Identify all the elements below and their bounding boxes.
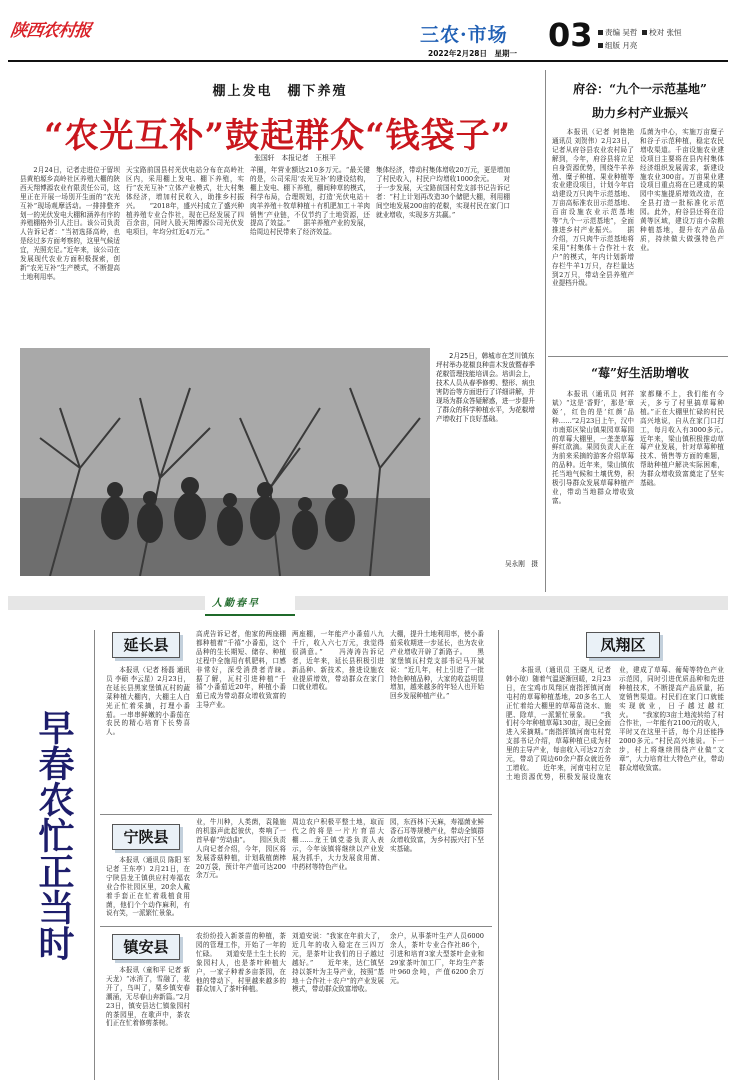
zhenan-title: 镇安县 — [112, 934, 180, 960]
feature-vertical-title: 早春农忙正当时 — [33, 709, 75, 961]
lead-column-4: 集体经济，带动村集体增收20万元，更是增加了村民收入，村民户均增收1000余元。 对于一步发展，天宝路前国村党支部书记告诉记者：“村上计划再改造30个储肥大棚，利用棚间空地发展200亩的花椒，实现村民在家门口就业增收，实现多方共赢。” — [376, 166, 510, 219]
section-divider — [100, 926, 492, 927]
ningshan-column-2: 业，牛川种，人类菌，袁隆施的机器声此起彼伏，奏响了一首早春“劳动曲”。 园区负责人向记者介绍，今年，园区将发展香菇种植，计划栽植菌棒20万袋，预计年产值可达200余万元。 — [196, 818, 286, 880]
yanchang-title: 延长县 — [112, 632, 180, 658]
zhenan-column-3: 刘道安说：“我家在年前大了，近几年的收入稳定在三四万元，是茶叶让我们的日子越过越好。” 近年来，达仁镇坚持以茶叶为主导产业，按照“基地＋合作社＋农户”的产业发展模式，带动群众致富增收。 — [292, 932, 384, 994]
ningshan-column-4: 园，东西林下天麻，寿福菌业鲜香石耳等规模产业，带动全镇群众增收致富，为乡村振兴打下坚实基础。 — [390, 818, 484, 853]
section-divider — [548, 356, 728, 357]
yanchang-column-3: 两座棚，一年能产小番茄八九千斤，收入六七万元，我觉得很满意。” 冯涛涛告诉记者，近年来，延长县积极引进新品种、新技术，推进设施农业提质增效，带动群众在家门口就业增收。 — [292, 630, 384, 692]
fengxiang-title: 凤翔区 — [586, 632, 660, 658]
ningshan-column-1: 本报讯（通讯员 陈阳 军 记者 王东亭）2月21日，在宁陕县龙王镇供应村寿福农业合作社园区里，20余人戴着手套正在忙着栽植食用菌，他们个个动作麻利，有说有笑，一派繁忙景象。 — [106, 856, 190, 918]
zhenan-column-4: 余户，从事茶叶生产人员6000余人，茶叶专业合作社86个，引进和培育3家大型茶叶企业和29家茶叶加工厂，年均生产茶叶960余吨，产值6200余万元。 — [390, 932, 484, 985]
yanchang-column-1: 本报讯（记者 杨磊 通讯员 李硕 李云星）2月23日，在延长县黑家堡镇瓦村的蔬菜种植大棚内，大棚主人白光正忙着采摘，打理小番茄。一串串鲜嫩的小番茄在农民的精心培育下长势喜人。 — [106, 666, 190, 737]
staff-entry: 组版 月亮 — [598, 41, 637, 50]
column-divider — [498, 630, 499, 1080]
zhenan-column-1: 本报讯（童和平 记者 新天龙）“冰消了，雪融了，花开了，鸟叫了，栗乡镇安春潮涌，无尽春山奔新篇。”2月23日，镇安县达仁镇象园村的茶园里，在歌声中，茶农们正在忙着修剪茶树。 — [106, 966, 190, 1028]
right-column-1: 本报讯（记者 何艳艳 通讯员 刘贺伟）2月23日，记者从府谷县农业农村局了解到，今年，府谷县将立足自身资源优势，围绕牛羊养殖、糜子种植、果业种植等农业建设项目，计划今年启动建设万只肉牛示范基地、万亩高标准农田示范基地、百亩设施农业示范基地等“九个一示范基地”，全面推进乡村产业振兴。 据介绍，万只肉牛示范基地将采用“村集体＋合作社＋农户”的模式，年内计划新增存栏牛羊1万只，存栏量达到2万只，带动全县养殖产业提档升级。 — [552, 128, 634, 288]
lead-column-3: 羊圈，年营业额达210多万元。“最关键的是，公司采用‘农光互补’的建设结构，棚上发电、棚下养殖，棚间种草的模式，科学布局，合理规划，打造‘光伏电站＋肉羊养殖＋牧草种植＋有机肥加工＋羊肉销售’产业链，不仅节约了土地资源，还提高了效益。” 据羊养殖产业的发展，给周边村民带来了经济效益。 — [250, 166, 370, 237]
orchard-scene-icon — [20, 348, 430, 576]
strawberry-column-2: 家都赚不上，我们能有今天，多亏了村里搞草莓种植。”正在大棚里忙碌的村民高兴地说，自从在家门口打工，每月收入有3000多元。 近年来，梁山镇积极推动草莓产业发展，针对草莓种植技术、销售等方面的难题，帮助种植户解决实际困难，为群众增收致富奠定了坚实基础。 — [640, 390, 724, 488]
yanchang-column-4: 大棚，提升土地利用率，使小番茄采收期进一步延长，也为农业产业增收开辟了新路子。 黑家堡镇瓦村党支部书记马开斌说：“近几年，村上引进了一批特色种植品种，大家的收益明显增加，越来越多的年轻人也开始回乡发展种植产业。” — [390, 630, 484, 701]
strawberry-headline: “莓”好生活助增收 — [591, 366, 689, 380]
bullet-square-icon — [642, 30, 647, 35]
strawberry-column-1: 本报讯（通讯员 何祥斌）“这是‘香野’，那是‘章姬’，红色的是‘红颜’品种……”2月23日上午，汉中市南郑区梁山镇果园草莓园的草莓大棚里，一垄垄草莓鲜红欲滴。果园负责人正在为前来采摘的游客介绍草莓的品种。近年来，梁山镇依托当地气候和土壤优势，积极引导群众发展草莓种植产业，带动当地群众增收致富。 — [552, 390, 634, 505]
right-kicker: 府谷：“九个一示范基地” — [573, 82, 707, 96]
column-divider — [545, 70, 546, 592]
ningshan-column-3: 周边农户积极平整土地，取而代之的将是一片片育苗大棚……龙王镇党委负责人表示，今年该镇将继续以产业发展为抓手，大力发展食用菌、中药材等特色产业。 — [292, 818, 384, 871]
lead-byline: 张国轩 本报记者 王根平 — [254, 154, 336, 162]
staff-entry: 责编 吴哲 — [598, 28, 637, 37]
issue-date: 2022年2月28日 星期一 — [428, 49, 518, 58]
lead-kicker: 棚上发电 棚下养殖 — [212, 84, 348, 99]
photo-caption: 2月25日，韩城市在芝川镇东坪村举办花椒良种苗木发放暨春季花椒管理技能培训会。培训会上，技术人员从春季修剪、整形、病虫害防治等方面进行了详细讲解，并现场为群众答疑解惑，进一步提升了群众的科学种植水平，为花椒增产增收打下良好基础。 — [436, 352, 535, 423]
section-divider — [100, 814, 492, 815]
bullet-square-icon — [598, 30, 603, 35]
banner-title: 人勤春早 — [212, 598, 260, 609]
staff-entry: 校对 张恒 — [642, 28, 681, 37]
lead-column-2: 天宝路前国县村光伏电站分布在高岭社区内，采用棚上发电、棚下养殖，实行“农光互补”立体产业模式，壮大村集体经济，增加村民收入，助推乡村振兴。 “2018年，盛兴村成立了盛兴种植养殖专业合作社，现在已经发展了四百余亩，同时入股天翔博源公司光伏发电项目，年均分红近4万元。” — [126, 166, 244, 237]
photo-credit: 吴永刚 摄 — [505, 560, 538, 568]
lead-column-1: 2月24日，记者走进位于留坝县黄柏塬乡高岭社区养殖大棚的陕西天翔博源农业有限责任公司，这里正在开展一场别开生面的“农光互补”现场观摩活动。一排排整齐划一的光伏发电大棚和涵养有序的养殖棚格外引人注目。该公司负责人告诉记者：“当初选择高岭，也是经过多方面考察的，这里气候适宜，光照充足。”近年来，该公司在发展现代农业方面积极探索，创新“农光互补”生产模式，不断提高土地利用率。 — [20, 166, 120, 281]
page-number: 03 — [548, 16, 593, 54]
right-headline: 助力乡村产业振兴 — [591, 106, 688, 120]
page-section-name: 三农·市场 — [420, 24, 508, 46]
masthead-divider — [8, 60, 728, 62]
lead-photo — [20, 348, 430, 576]
lead-headline: “农光互补”鼓起群众“钱袋子” — [44, 116, 512, 156]
zhenan-column-2: 农纷纷投入新茶苗的种植，茶园的管理工作，开始了一年的忙碌。 刘道安是土生土长的象园村人，也是茶叶种植大户，一家子种着多亩茶园，在他的带动下，村里越来越多的群众加入了茶叶种植。 — [196, 932, 286, 994]
yanchang-column-2: 高虎告诉记者，他家的两座棚都种植着“千禧”小番茄，这个品种的生长期短、储存、种植过程中全施用有机肥料，口感非常好，深受消费者青睐。 据了解，瓦村引进种植“千禧”小番茄近20年，种植小番茄已成为带动群众增收致富的主导产业。 — [196, 630, 286, 710]
column-divider — [94, 630, 95, 1080]
newspaper-logo: 陕西农村报 — [8, 21, 92, 41]
right-column-2: 瓜菌为中心，实施万亩糜子和谷子示范种植，稳定农民增收渠道。千亩设施农业建设项目主要将在县内村集体经济组织发展需求，新建设施农业300亩。万亩果业建设项目重点将在已建成的果园中实施提质增效改造，在全县打造一批标准化示范园。此外，府谷县还将在沿黄等区域，建设万亩小杂粮种植基地，提升农产品品质，持续做大做强特色产业。 — [640, 128, 724, 252]
fengxiang-body: 本报讯（通讯员 王晓凡 记者 韩小琼）随着气温逐渐回暖，2月23日，在宝鸡市凤翔区南指挥镇河南屯村的草莓种植基地，20多名工人正忙着给大棚里的草莓苗浇水、施肥、除草，一派繁忙景象。 “我们村今年种植草莓130亩，现已全面进入采摘期。”南指挥镇河南屯村党支部书记介绍，草莓种植已成为村里的主导产业，每亩收入可达2万余元，带动了周边60余户群众就近务工增收。 近年来，河南屯村立足土地资源优势，积极发展设施农业，建成了草莓、葡萄等特色产业示范园，同时引进优质品种和先进种植技术，不断提高产品质量，拓宽销售渠道。村民们在家门口就能实现就业，日子越过越红火。 “我家的3亩土地流转给了村合作社，一年能有2100元的收入，平时又在这里干活，每个月还能挣2000多元。”村民高兴地说。下一步，村上将继续围绕产业做“文章”，大力培育壮大特色产业，带动群众增收致富。 — [506, 666, 724, 781]
ningshan-title: 宁陕县 — [112, 824, 180, 850]
feature-banner — [8, 596, 728, 610]
